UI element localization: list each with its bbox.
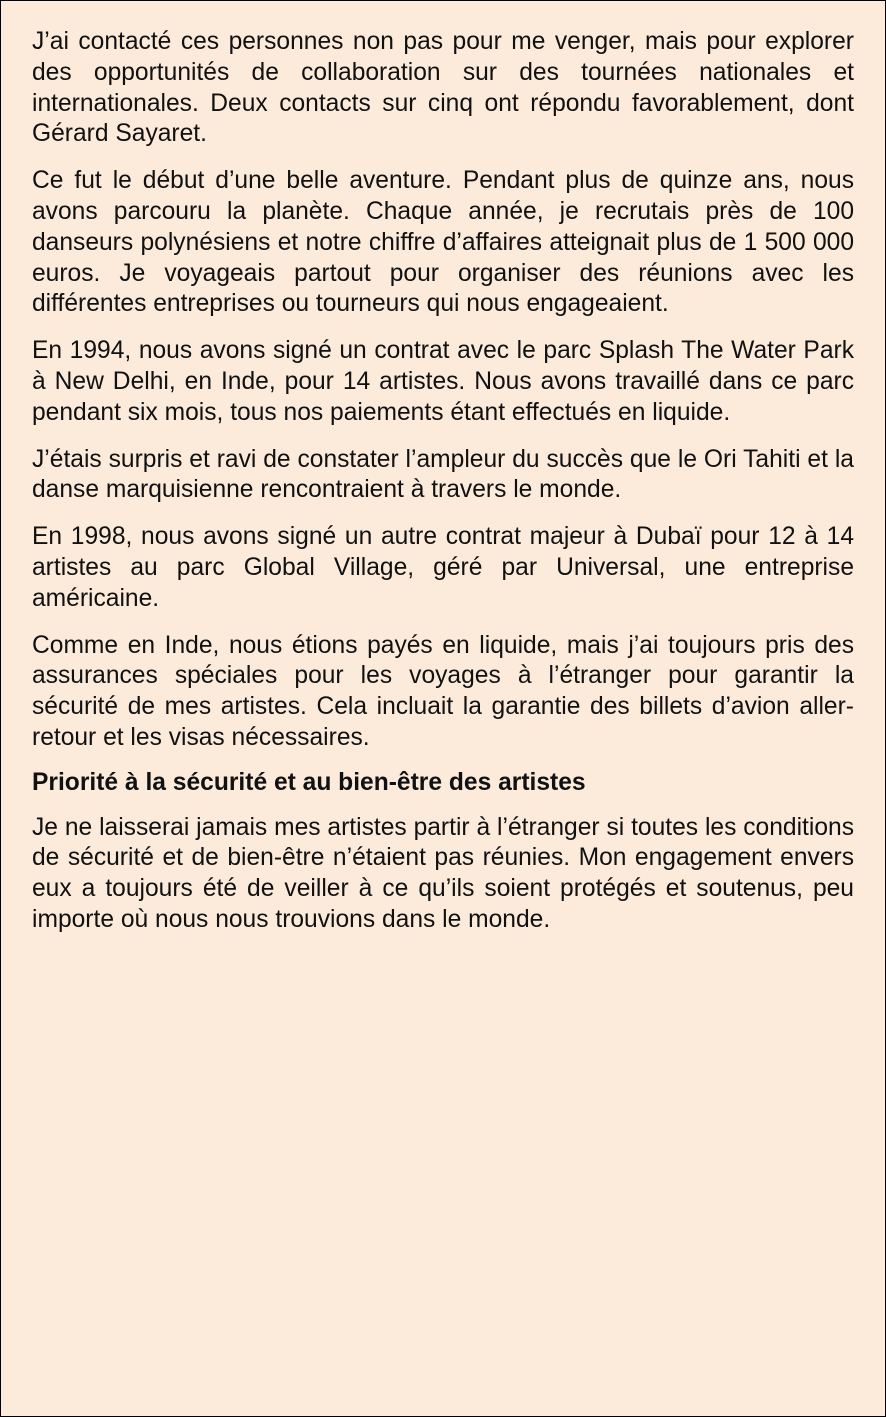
paragraph-securite: Je ne laisserai jamais mes artistes partir à l’étranger si toutes les conditions de sécurité et de bien-être n’étaient pas réunies. Mon engagement envers eux a toujours été de veiller à ce qu’ils soient protégés et soutenus, peu importe où nous nous trouvions dans le monde. — [32, 813, 854, 933]
paragraph-ori-tahiti: J’étais surpris et ravi de constater l’ampleur du succès que le Ori Tahiti et la danse marquisienne rencontraient à travers le monde. — [32, 445, 854, 504]
paragraph-new-delhi: En 1994, nous avons signé un contrat avec le parc Splash The Water Park à New Delhi, en Inde, pour 14 artistes. Nous avons travaillé dans ce parc pendant six mois, tous nos paiements étant effectués en liquide. — [32, 337, 854, 426]
paragraph-dubai: En 1998, nous avons signé un autre contrat majeur à Dubaï pour 12 à 14 artistes au parc Global Village, géré par Universal, une entreprise américaine. — [32, 523, 854, 612]
paragraph-aventure: Ce fut le début d’une belle aventure. Pendant plus de quinze ans, nous avons parcouru la planète. Chaque année, je recrutais près de 100 danseurs polynésiens et notre chiffre d’affaires atteignait plus de 1 500 000 euros. Je voyageais partout pour organiser des réunions avec les différentes entreprises ou tourneurs qui nous engageaient. — [32, 167, 854, 318]
paragraph-contacts: J’ai contacté ces personnes non pas pour me venger, mais pour explorer des opportunités de collaboration sur des tournées nationales et internationales. Deux contacts sur cinq ont répondu favorablement, dont Gérard Sayaret. — [32, 28, 854, 148]
document-body — [32, 27, 854, 952]
section-heading: Priorité à la sécurité et au bien-être des artistes — [32, 768, 586, 796]
paragraph-assurances: Comme en Inde, nous étions payés en liquide, mais j’ai toujours pris des assurances spéciales pour les voyages à l’étranger pour garantir la sécurité de mes artistes. Cela incluait la garantie des billets d’avion aller-retour et les visas nécessaires. — [32, 631, 854, 751]
